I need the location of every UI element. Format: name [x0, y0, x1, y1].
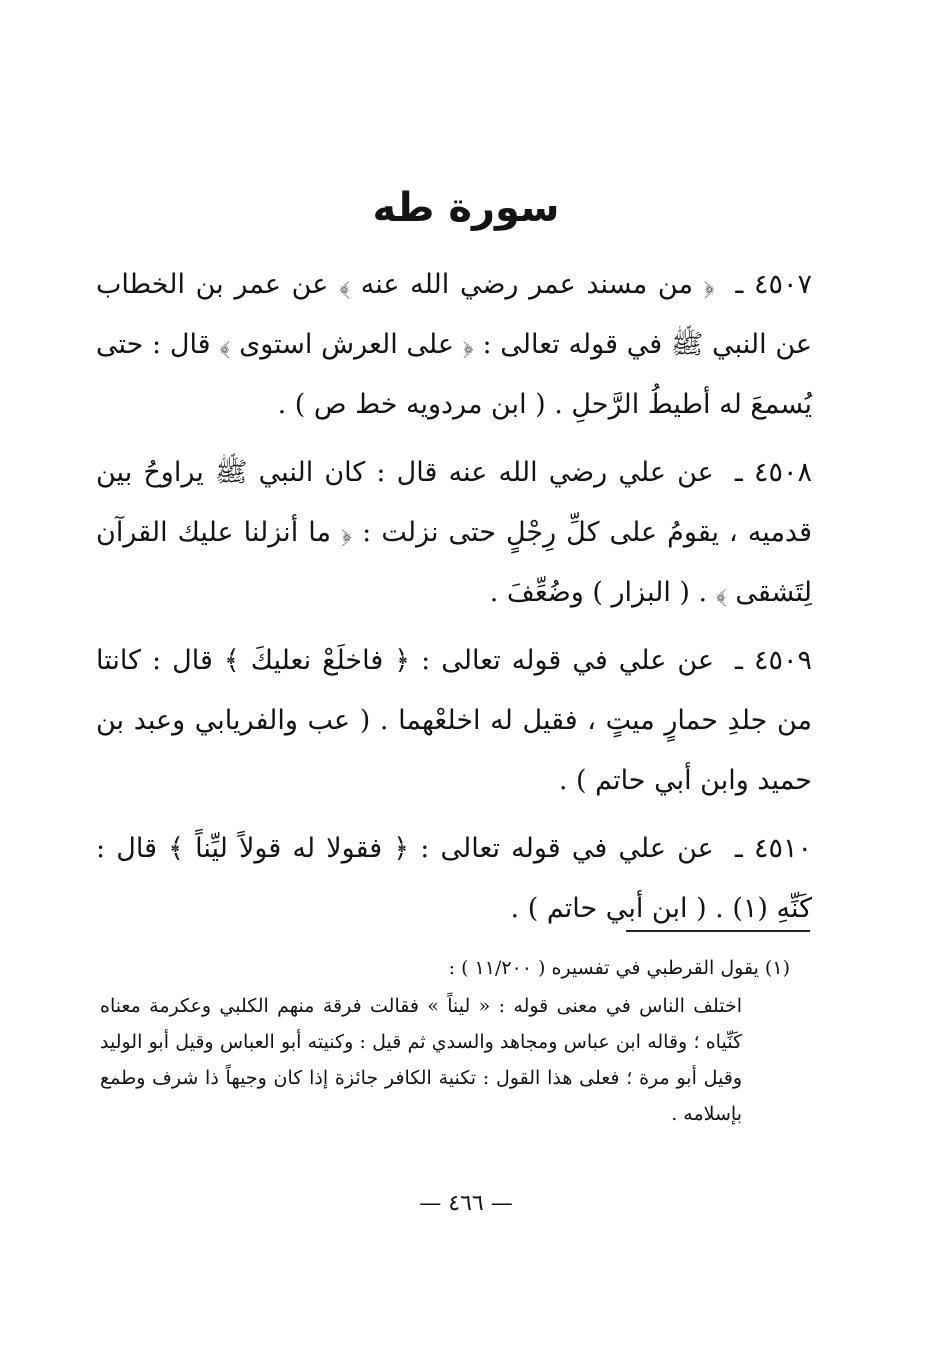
hadith-number: ٤٥١٠ ـ	[734, 833, 812, 864]
footnote-divider	[626, 930, 810, 932]
surah-title: سورة طه	[372, 185, 560, 231]
hadith-text: عن علي في قوله تعالى : ﴿ فاخلَعْ نعليكَ ﴾ قال : كانتا من جلدِ حمارٍ ميتٍ ، فقيل له اخلعْهما . ( عب والفريابي وعبد بن حميد وابن أبي حاتم ) .	[96, 645, 812, 796]
hadith-text: عن علي في قوله تعالى : ﴿ فقولا له قولاً ليِّناً ﴾ قال : كَنِّهِ (١) . ( ابن أبي حاتم ) .	[96, 833, 812, 924]
footnote	[100, 950, 790, 1132]
hadith-list	[96, 255, 812, 947]
hadith-entry	[96, 443, 812, 623]
hadith-text: عن علي رضي الله عنه قال : كان النبي ﷺ يراوحُ بين قدميه ، يقومُ على كلِّ رِجْلٍ حتى نزلت : ﴿ ما أنزلنا عليك القرآن لِتَشقى ﴾ . ( البزار ) وضُعِّفَ .	[96, 457, 812, 608]
footnote-heading: (١) يقول القرطبي في تفسيره ( ١١/٢٠٠ ) :	[448, 957, 790, 979]
hadith-entry	[96, 255, 812, 435]
page-number: — ٤٦٦ —	[419, 1191, 513, 1216]
footnote-text: اختلف الناس في معنى قوله : « ليناً » فقالت فرقة منهم الكلبي وعكرمة معناه كَنِّياه ؛ وقاله ابن عباس ومجاهد والسدي ثم قيل : وكنيته أبو العباس وقيل أبو الوليد وقيل أبو مرة ؛ فعلى هذا القول : تكنية الكافر جائزة إذا كان وجيهاً ذا شرف وطمع بإسلامه .	[100, 995, 742, 1125]
hadith-number: ٤٥٠٧ ـ	[735, 269, 812, 300]
hadith-entry	[96, 631, 812, 811]
hadith-entry	[96, 819, 812, 939]
hadith-number: ٤٥٠٨ ـ	[734, 457, 812, 488]
hadith-text: ﴿ من مسند عمر رضي الله عنه ﴾ عن عمر بن الخطاب عن النبي ﷺ في قوله تعالى : ﴿ على العرش استوى ﴾ قال : حتى يُسمعَ له أطيطُ الرَّحلِ . ( ابن مردويه خط ص ) .	[96, 269, 812, 420]
hadith-number: ٤٥٠٩ ـ	[735, 645, 812, 676]
